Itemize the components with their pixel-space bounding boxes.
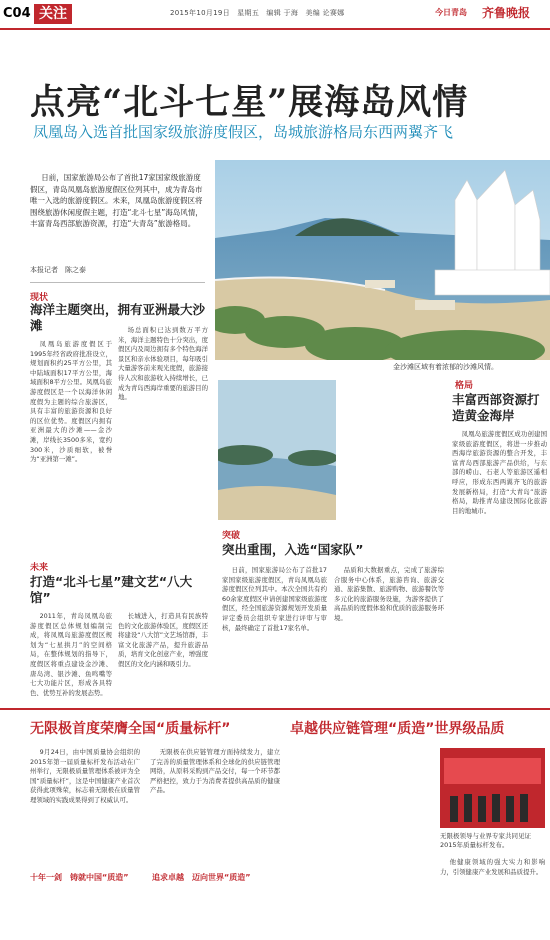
ad-column: 无限极在供应链管理方面持续发力，建立了完善的质量管理体系和全球化的供应链管理网络，从原料采购到产品交付，每一个环节都严格把控，致力于为消费者提供高品质的健康产品。 — [150, 748, 280, 795]
hero-photo — [215, 160, 550, 360]
sub-headline: 凤凰岛入选首批国家级旅游度假区，岛城旅游格局东西两翼齐飞 — [33, 123, 454, 141]
ad-photo-caption: 无限极领导与业界专家共同见证2015年质量标杆发布。 — [440, 832, 531, 849]
section-title-breakthrough: 突出重围，入选“国家队” — [222, 542, 364, 557]
lead-paragraph: 日前，国家旅游局公布了首批17家国家级旅游度假区，青岛凤凰岛旅游度假区位列其中，成为青岛市唯一入选的旅游度假区。未来，凤凰岛旅游度假区将围绕旅游休闲度假主题，打造“北斗七星”海岛风情，丰富青岛西部旅游资源，打造“大青岛”旅游格局。 — [30, 173, 203, 229]
inline-photo — [218, 380, 336, 520]
ad-headline-right: 卓越供应链管理“质造”世界级品质 — [290, 721, 505, 737]
main-headline: 点亮“北斗七星”展海岛风情 — [30, 82, 469, 123]
divider — [30, 282, 205, 283]
article-column: 品质和大数据重点，完成了旅游综合服务中心体系，旅游咨询、旅游交通、旅游集散、旅游购物、旅游餐饮等多元化的旅游服务设施，为游客提供了高品质的度假体验和优质的旅游服务环境。 — [334, 566, 444, 622]
ad-column: 9月24日，由中国质量协会组织的2015年第一届质量标杆发布活动在广州举行，无限极质量管理体系被评为全国“质量标杆”，这是中国健康产业首次获得此项殊荣，标志着无限极在质量管理领域的实践成果得到了权威认可。 — [30, 748, 140, 804]
section-title-pattern: 丰富西部资源打造黄金海岸 — [452, 392, 540, 423]
ad-column: 他健康领域的强大实力和影响力，引领健康产业发展和品质提升。 — [440, 858, 545, 876]
newspaper-logo: 齐鲁晚报 — [482, 6, 531, 20]
section-label-future: 未来 — [30, 563, 49, 573]
byline: 本报记者 陈之泰 — [30, 266, 86, 274]
article-column: 日前，国家旅游局公布了首批17家国家级旅游度假区，青岛凤凰岛旅游度假区位列其中。本次全国共有约60余家度假区申请创建国家级旅游度假区，经全国旅游资源规划开发质量评定委员会组织专家进行评审与审核，最终确定了首批17家名单。 — [222, 566, 327, 632]
issue-meta: 2015年10月19日 星期五 编辑 于海 美编 论赛娜 — [170, 9, 345, 17]
article-column: 场总面积已达到数万平方米，海洋主题特色十分突出，度假区内及周边拥有多个特色海洋景区和亲水体验项目，每年吸引大量游客前来观光度假，旅游接待人次和旅游收入持续增长，已成为青岛西海岸重要的旅游目的地。 — [118, 326, 208, 402]
ad-subhead-mid: 追求卓越 迈向世界“质造” — [152, 873, 251, 882]
section-tag: 关注 — [34, 4, 72, 24]
section-title-future: 打造“北斗七星”建文艺“八大馆” — [30, 574, 193, 605]
ad-headline-left: 无限极首度荣膺全国“质量标杆” — [30, 721, 231, 737]
article-column: 2011年，青岛凤凰岛旅游度假区总体规划编制完成，将凤凰岛旅游度假区规划为“七星拱月”的空间格局，在整体规划的指导下，度假区将重点建设金沙滩、唐岛湾、银沙滩、鱼鸣嘴等七大功能片区，形成各具特色、优势互补的发展态势。 — [30, 612, 112, 697]
ad-photo — [440, 748, 545, 828]
article-column: 长城进入，打造具有民族特色的文化旅游体验区，度假区还将建设“八大馆”文艺场馆群，丰富文化旅游产品，提升旅游品质，培育文化创意产业，增强度假区的文化内涵和吸引力。 — [118, 612, 208, 668]
article-column: 凤凰岛旅游度假区于1995年经省政府批准设立，规划面积约25平方公里，其中陆域面积17平方公里，海域面积8平方公里。凤凰岛旅游度假区是一个以海洋休闲度假为主题的综合旅游区，具有丰富的旅游资源和良好的区位优势。度假区内拥有亚洲最大的沙滩——金沙滩，岸线长3500多米，宽约300米，沙质细软，被誉为“亚洲第一滩”。 — [30, 340, 112, 464]
section-title-status: 海洋主题突出，拥有亚洲最大沙滩 — [30, 302, 206, 333]
ad-subhead-left: 十年一剑 铸就中国“质造” — [30, 873, 129, 882]
section-label-breakthrough: 突破 — [222, 531, 241, 541]
section-label-pattern: 格局 — [455, 381, 474, 391]
page-number: C04 — [3, 6, 31, 21]
photo-caption: 金沙滩区域有着浓郁的沙滩风情。 — [393, 363, 498, 371]
edition-label: 今日青岛 — [435, 8, 467, 17]
article-column: 凤凰岛旅游度假区成功创建国家级旅游度假区，将进一步推动西海岸旅游资源的整合开发，丰富青岛西部旅游产品供给，与东部的崂山、石老人等旅游区遥相呼应，形成东西两翼齐飞的旅游发展新格局，打造“大青岛”旅游格局，助推青岛建设国际化旅游目的地城市。 — [452, 430, 547, 515]
section-label-status: 现状 — [30, 293, 49, 303]
